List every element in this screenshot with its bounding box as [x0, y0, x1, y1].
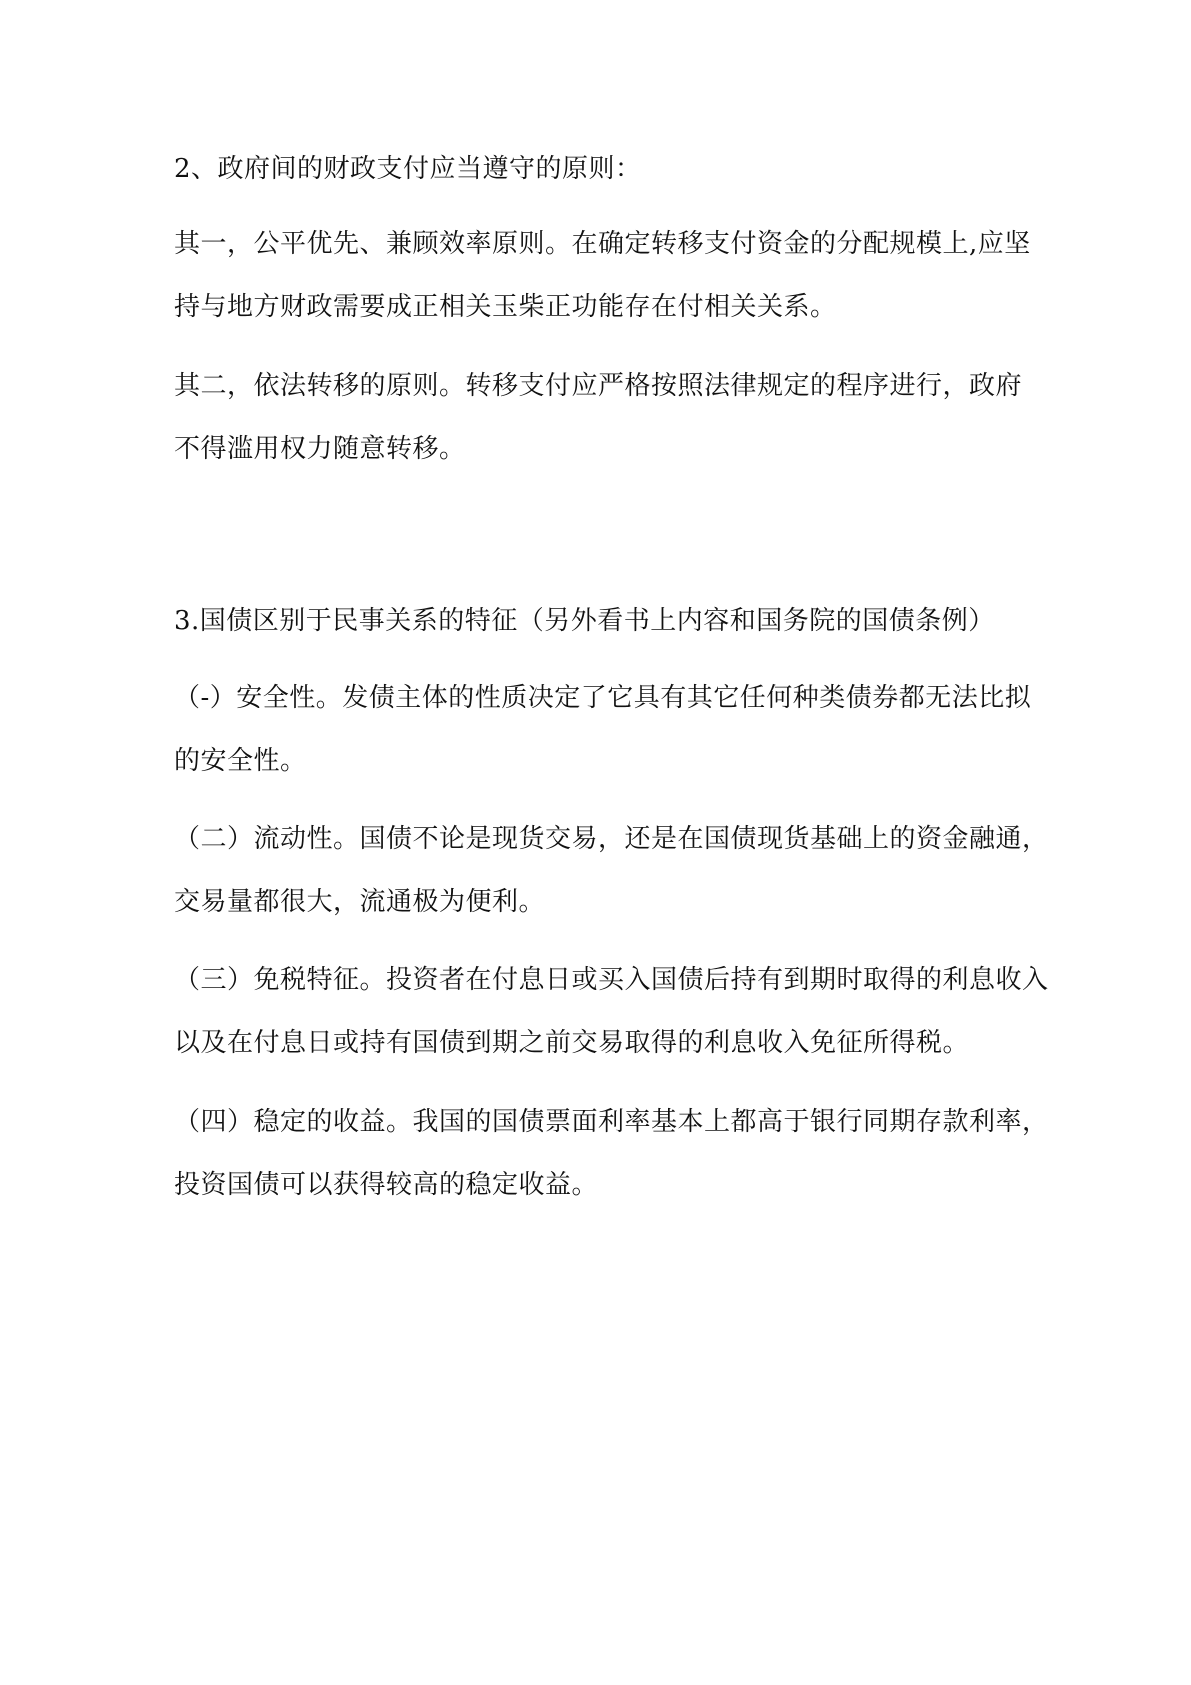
feature-1-line-2: 的安全性。	[174, 746, 307, 776]
feature-2-line-2: 交易量都很大，流通极为便利。	[174, 887, 546, 917]
section-3-heading: 3.国债区别于民事关系的特征（另外看书上内容和国务院的国债条例）	[174, 606, 995, 636]
principle-2-line-1: 其二，依法转移的原则。转移支付应严格按照法律规定的程序进行，政府	[174, 371, 1023, 401]
section-2-heading: 2、政府间的财政支付应当遵守的原则：	[174, 154, 642, 184]
feature-1-line-1: （-）安全性。发债主体的性质决定了它具有其它任何种类债券都无法比拟	[174, 683, 1032, 713]
principle-1-line-2: 持与地方财政需要成正相关玉柴正功能存在付相关关系。	[174, 292, 837, 322]
feature-4-line-2: 投资国债可以获得较高的稳定收益。	[174, 1170, 599, 1200]
principle-1-line-1: 其一，公平优先、兼顾效率原则。在确定转移支付资金的分配规模上,应坚	[174, 229, 1031, 259]
feature-4-line-1: （四）稳定的收益。我国的国债票面利率基本上都高于银行同期存款利率，	[174, 1107, 1049, 1137]
principle-2-line-2: 不得滥用权力随意转移。	[174, 434, 466, 464]
feature-2-line-1: （二）流动性。国债不论是现货交易，还是在国债现货基础上的资金融通，	[174, 824, 1049, 854]
feature-3-line-1: （三）免税特征。投资者在付息日或买入国债后持有到期时取得的利息收入	[174, 965, 1049, 995]
feature-3-line-2: 以及在付息日或持有国债到期之前交易取得的利息收入免征所得税。	[174, 1028, 970, 1058]
